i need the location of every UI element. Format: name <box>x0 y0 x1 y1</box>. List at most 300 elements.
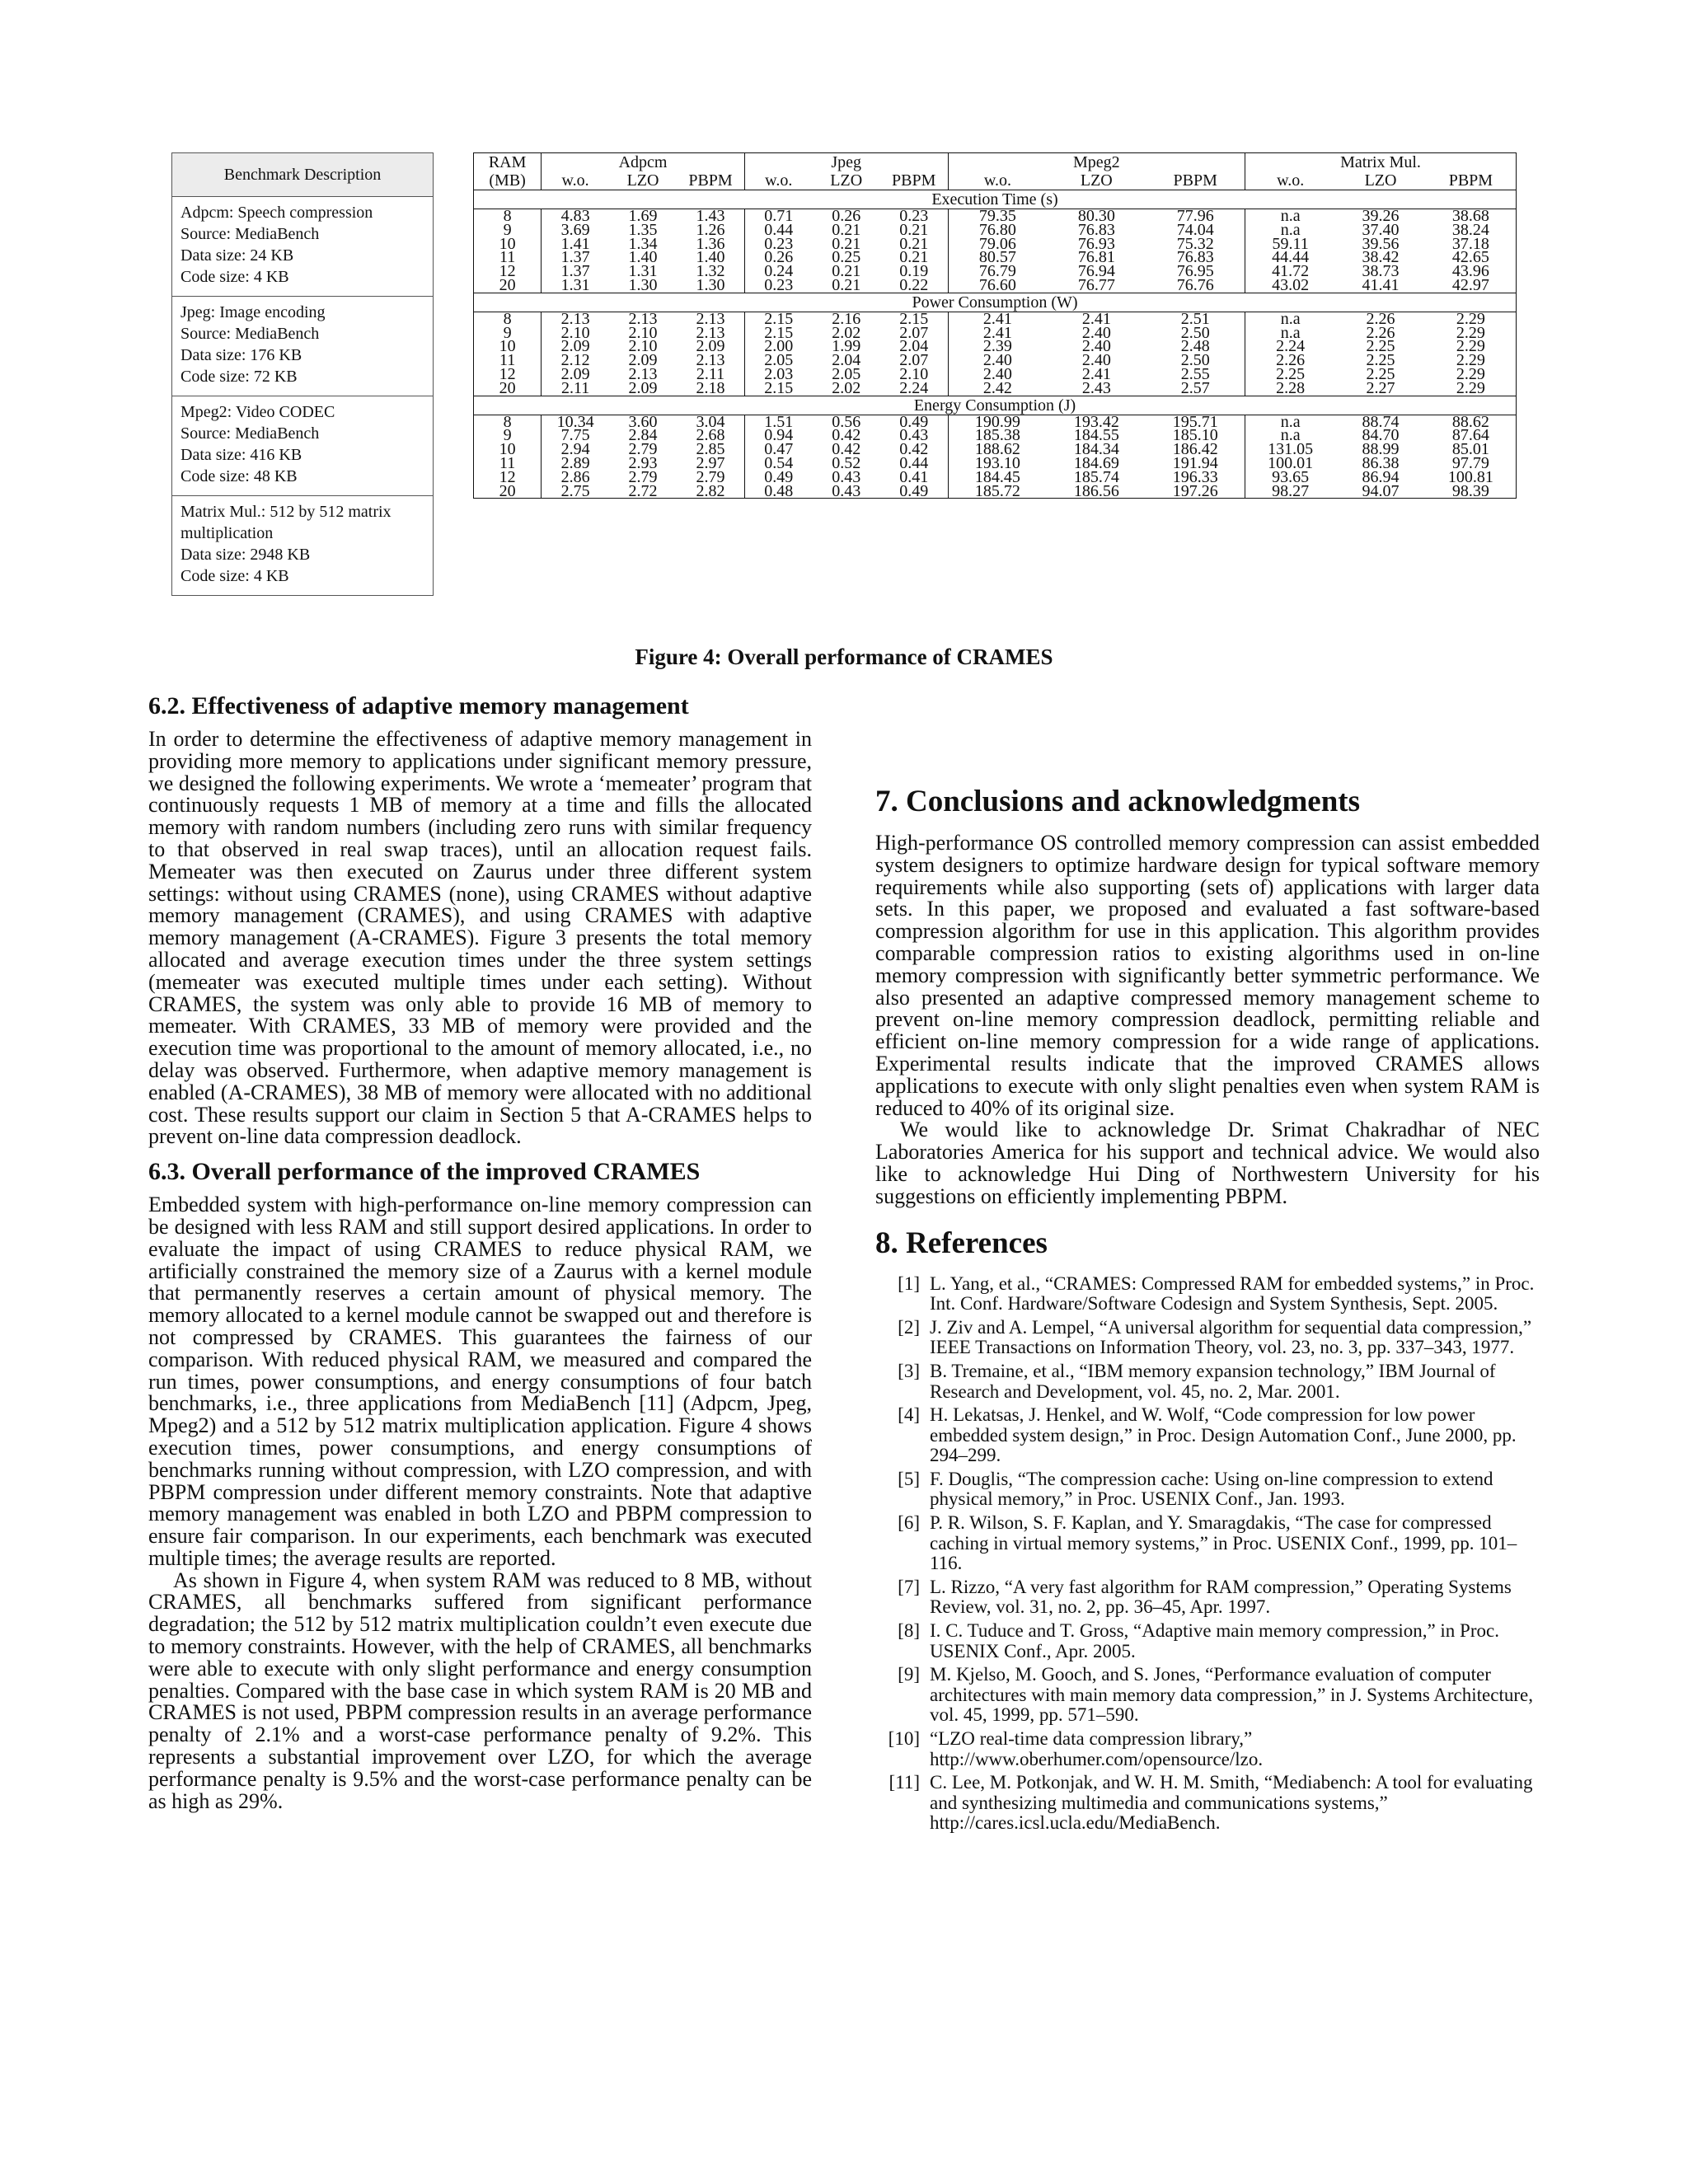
section-title: Execution Time (s) <box>474 190 1517 209</box>
ram-unit-header: (MB) <box>474 171 542 190</box>
benchmark-line: Data size: 24 KB <box>181 246 294 265</box>
ram-cell: 9 <box>474 429 542 443</box>
value-cell: 7.75 <box>560 426 590 445</box>
value-cell: 76.94 <box>1077 262 1115 281</box>
benchmark-line: Code size: 48 KB <box>181 467 298 485</box>
reference-number: [7] <box>898 1576 920 1597</box>
value-cell: 2.07 <box>880 354 948 368</box>
value-cell: 0.21 <box>880 237 948 251</box>
benchmark-matrix-mul <box>172 496 433 595</box>
value-cell: 86.38 <box>1362 453 1400 472</box>
value-cell: 1.30 <box>628 275 658 294</box>
section-title: Power Consumption (W) <box>474 293 1517 312</box>
table-row <box>474 279 1517 293</box>
ram-cell: 8 <box>474 415 542 429</box>
value-cell: 84.70 <box>1362 426 1400 445</box>
value-cell: 2.29 <box>1426 368 1517 382</box>
value-cell: 76.60 <box>978 275 1016 294</box>
subheader-lzo: LZO <box>830 171 863 190</box>
ram-cell: 11 <box>474 354 542 368</box>
value-cell: 0.21 <box>880 223 948 237</box>
value-cell: 2.97 <box>677 457 744 471</box>
value-cell: 0.22 <box>880 279 948 293</box>
value-cell: 0.23 <box>764 234 794 253</box>
benchmark-line: Data size: 416 KB <box>181 446 302 464</box>
reference-number: [4] <box>898 1404 920 1426</box>
value-cell: 2.04 <box>880 340 948 354</box>
value-cell: 2.09 <box>560 364 590 383</box>
value-cell: 1.34 <box>628 234 658 253</box>
value-cell: 2.09 <box>628 351 658 370</box>
value-cell: 184.34 <box>1073 440 1119 459</box>
subheader-wo: w.o. <box>765 171 793 190</box>
value-cell: 2.89 <box>560 453 590 472</box>
value-cell: 80.57 <box>978 248 1016 267</box>
value-cell: 2.00 <box>764 337 794 356</box>
value-cell: 88.99 <box>1362 440 1400 459</box>
value-cell: 0.42 <box>880 443 948 457</box>
value-cell: 0.23 <box>880 209 948 223</box>
value-cell: 2.26 <box>1366 323 1395 342</box>
reference-number: [6] <box>898 1512 920 1534</box>
value-cell: 2.41 <box>982 323 1012 342</box>
value-cell: n.a <box>1280 323 1301 342</box>
value-cell: 1.69 <box>628 207 658 225</box>
subheader-pbpm: PBPM <box>677 171 744 190</box>
value-cell: 1.31 <box>628 262 658 281</box>
value-cell: 2.29 <box>1426 382 1517 396</box>
reference-text: H. Lekatsas, J. Henkel, and W. Wolf, “Code compression for low power embedded system design,” in Proc. Design Automation Conf., June 2000, pp. 294–299. <box>930 1404 1517 1466</box>
subheader-lzo: LZO <box>626 171 659 190</box>
value-cell: 38.42 <box>1362 248 1400 267</box>
section-8-heading: 8. References <box>875 1226 1048 1260</box>
ram-cell: 20 <box>474 279 542 293</box>
reference-text: M. Kjelso, M. Gooch, and S. Jones, “Performance evaluation of computer architectures with main memory data compression,” in J. Systems Architecture, vol. 45, 1999, pp. 571–590. <box>930 1664 1533 1726</box>
section-6-3-paragraph-2: As shown in Figure 4, when system RAM was reduced to 8 MB, without CRAMES, all benchmarks suffered from significant performance degradation; the 512 by 512 matrix multiplication couldn’t even execute due to memory constraints. However, with the help of CRAMES, all benchmarks were able to execute with only slight performance and energy consumption penalties. Compared with the base case in which system RAM is 20 MB and CRAMES is not used, PBPM compression results in an average performance penalty of 2.1% and a worst-case performance penalty of 9.2%. This represents a substantial improvement over LZO, for which the average performance penalty is 9.5% and the worst-case performance penalty can be as high as 29%. <box>148 1568 812 1813</box>
reference-item <box>875 1773 1540 1834</box>
value-cell: 2.04 <box>832 351 861 370</box>
ram-cell: 12 <box>474 265 542 279</box>
value-cell: 190.99 <box>974 412 1020 431</box>
reference-item <box>875 1621 1540 1661</box>
value-cell: 100.81 <box>1426 471 1517 485</box>
figure-caption: Figure 4: Overall performance of CRAMES <box>635 644 1053 669</box>
reference-text: I. C. Tuduce and T. Gross, “Adaptive main memory compression,” in Proc. USENIX Conf., Apr. 2005. <box>930 1620 1499 1661</box>
value-cell: 41.41 <box>1362 275 1400 294</box>
value-cell: 93.65 <box>1272 467 1310 486</box>
reference-number: [8] <box>898 1620 920 1642</box>
value-cell: 0.54 <box>764 453 794 472</box>
section-7-paragraph-2: We would like to acknowledge Dr. Srimat Chakradhar of NEC Laboratories America for his support and technical advice. We would also like to acknowledge Hui Ding of Northwestern University for his suggestions on efficiently implementing PBPM. <box>875 1118 1540 1208</box>
value-cell: 0.21 <box>880 251 948 265</box>
value-cell: 0.49 <box>880 415 948 429</box>
value-cell: 1.30 <box>677 279 744 293</box>
ram-cell: 12 <box>474 368 542 382</box>
value-cell: 2.79 <box>677 471 744 485</box>
value-cell: 0.23 <box>764 275 794 294</box>
reference-text: “LZO real-time data compression library,” http://www.oberhumer.com/opensource/lzo. <box>930 1728 1264 1769</box>
value-cell: 0.49 <box>880 485 948 499</box>
value-cell: n.a <box>1280 412 1301 431</box>
reference-number: [5] <box>898 1468 920 1489</box>
value-cell: 0.24 <box>764 262 794 281</box>
value-cell: n.a <box>1280 207 1301 225</box>
value-cell: 2.12 <box>560 351 590 370</box>
value-cell: 76.79 <box>978 262 1016 281</box>
section-row-energy-consumption <box>474 396 1517 415</box>
left-column <box>148 692 812 1812</box>
value-cell: 38.68 <box>1426 209 1517 223</box>
value-cell: 75.32 <box>1146 237 1245 251</box>
value-cell: 100.01 <box>1268 453 1314 472</box>
ram-cell: 9 <box>474 223 542 237</box>
value-cell: 97.79 <box>1426 457 1517 471</box>
value-cell: 2.16 <box>832 309 861 328</box>
value-cell: 85.01 <box>1426 443 1517 457</box>
value-cell: 2.40 <box>982 351 1012 370</box>
value-cell: 0.41 <box>880 471 948 485</box>
value-cell: 131.05 <box>1268 440 1314 459</box>
value-cell: 2.25 <box>1366 337 1395 356</box>
subheader-pbpm: PBPM <box>1146 171 1245 190</box>
value-cell: 2.02 <box>832 378 861 397</box>
ram-cell: 9 <box>474 326 542 340</box>
value-cell: 2.50 <box>1146 326 1245 340</box>
value-cell: 2.29 <box>1426 326 1517 340</box>
reference-text: L. Yang, et al., “CRAMES: Compressed RAM for embedded systems,” in Proc. Int. Conf. Hardware/Software Codesign and System Synthesis, Sept. 2005. <box>930 1272 1535 1315</box>
value-cell: 43.96 <box>1426 265 1517 279</box>
value-cell: 2.18 <box>677 382 744 396</box>
value-cell: 2.15 <box>764 378 794 397</box>
value-cell: 2.11 <box>677 368 744 382</box>
value-cell: 0.49 <box>764 467 794 486</box>
ram-cell: 10 <box>474 443 542 457</box>
value-cell: 0.42 <box>832 426 861 445</box>
benchmark-description-box <box>171 152 434 596</box>
group-header-mpeg2: Mpeg2 <box>948 153 1245 172</box>
value-cell: 2.10 <box>560 323 590 342</box>
value-cell: 1.26 <box>677 223 744 237</box>
value-cell: 2.79 <box>628 440 658 459</box>
value-cell: 2.82 <box>677 485 744 499</box>
section-6-3-heading: 6.3. Overall performance of the improved CRAMES <box>148 1158 701 1186</box>
group-header-matrix-mul: Matrix Mul. <box>1245 153 1517 172</box>
benchmark-line: Jpeg: Image encoding <box>181 303 326 321</box>
reference-text: B. Tremaine, et al., “IBM memory expansion technology,” IBM Journal of Research and Development, vol. 45, no. 2, Mar. 2001. <box>930 1360 1496 1402</box>
section-row-power-consumption <box>474 293 1517 312</box>
value-cell: 2.25 <box>1366 364 1395 383</box>
benchmark-line: Mpeg2: Video CODEC <box>181 403 335 421</box>
value-cell: 1.37 <box>560 262 590 281</box>
value-cell: 2.02 <box>832 323 861 342</box>
value-cell: 2.40 <box>1081 323 1111 342</box>
value-cell: 37.40 <box>1362 220 1400 239</box>
value-cell: 38.24 <box>1426 223 1517 237</box>
value-cell: 2.84 <box>628 426 658 445</box>
value-cell: 86.94 <box>1362 467 1400 486</box>
value-cell: 0.47 <box>764 440 794 459</box>
value-cell: 2.09 <box>560 337 590 356</box>
reference-text: L. Rizzo, “A very fast algorithm for RAM compression,” Operating Systems Review, vol. 31, no. 2, pp. 36–45, Apr. 1997. <box>930 1576 1512 1618</box>
value-cell: 2.48 <box>1146 340 1245 354</box>
value-cell: 88.62 <box>1426 415 1517 429</box>
ram-cell: 8 <box>474 312 542 326</box>
reference-item <box>875 1274 1540 1315</box>
value-cell: 42.65 <box>1426 251 1517 265</box>
benchmark-description-header: Benchmark Description <box>172 153 433 197</box>
value-cell: 2.40 <box>1081 351 1111 370</box>
value-cell: n.a <box>1280 426 1301 445</box>
benchmark-line: multiplication <box>181 524 274 542</box>
value-cell: 1.32 <box>677 265 744 279</box>
reference-item <box>875 1361 1540 1402</box>
value-cell: 195.71 <box>1146 415 1245 429</box>
value-cell: 2.41 <box>1081 309 1111 328</box>
value-cell: 0.19 <box>880 265 948 279</box>
benchmark-line: Source: MediaBench <box>181 325 320 343</box>
reference-number: [9] <box>898 1664 920 1685</box>
value-cell: 186.42 <box>1146 443 1245 457</box>
value-cell: 87.64 <box>1426 429 1517 443</box>
section-6-2-heading: 6.2. Effectiveness of adaptive memory management <box>148 692 689 719</box>
value-cell: 2.13 <box>677 312 744 326</box>
value-cell: 2.42 <box>982 378 1012 397</box>
ram-cell: 12 <box>474 471 542 485</box>
value-cell: 185.38 <box>974 426 1020 445</box>
value-cell: 2.13 <box>628 309 658 328</box>
value-cell: 98.27 <box>1245 485 1336 499</box>
value-cell: 2.26 <box>1366 309 1395 328</box>
value-cell: 0.21 <box>832 262 861 281</box>
value-cell: 1.99 <box>832 337 861 356</box>
benchmark-jpeg <box>172 297 433 396</box>
ram-cell: 20 <box>474 382 542 396</box>
value-cell: 2.25 <box>1366 351 1395 370</box>
value-cell: 0.52 <box>832 453 861 472</box>
reference-number: [2] <box>898 1316 920 1338</box>
value-cell: 185.74 <box>1073 467 1119 486</box>
value-cell: 0.48 <box>744 485 812 499</box>
value-cell: 2.79 <box>628 467 658 486</box>
value-cell: 0.43 <box>813 485 880 499</box>
group-header-jpeg: Jpeg <box>744 153 948 172</box>
reference-item <box>875 1729 1540 1769</box>
value-cell: 2.85 <box>677 443 744 457</box>
value-cell: 0.25 <box>832 248 861 267</box>
value-cell: 1.51 <box>764 412 794 431</box>
ram-cell: 10 <box>474 237 542 251</box>
value-cell: 0.94 <box>764 426 794 445</box>
value-cell: 2.86 <box>560 467 590 486</box>
value-cell: 1.31 <box>560 275 590 294</box>
value-cell: 2.24 <box>1276 337 1306 356</box>
value-cell: 0.21 <box>832 220 861 239</box>
benchmark-line: Data size: 2948 KB <box>181 546 311 564</box>
value-cell: 2.15 <box>764 309 794 328</box>
value-cell: 0.56 <box>832 412 861 431</box>
value-cell: 2.55 <box>1146 368 1245 382</box>
value-cell: 94.07 <box>1335 485 1426 499</box>
value-cell: 2.29 <box>1426 354 1517 368</box>
value-cell: 59.11 <box>1272 234 1309 253</box>
section-7-paragraph-1: High-performance OS controlled memory compression can assist embedded system designers to optimize hardware design for typical software memory requirements while also supporting (sets of) applications with larger data sets. In this paper, we proposed and evaluated a fast software-based compression algorithm for use in this application. This algorithm provides comparable compression ratios to existing algorithms used in on-line memory compression with significantly better symmetric performance. We also presented an adaptive compressed memory management scheme to prevent on-line memory compression deadlock, permitting reliable and efficient on-line memory compression for a wide range of applications. Experimental results indicate that the improved CRAMES allows applications to execute with only slight penalties even when system RAM is reduced to 40% of its original size. <box>875 831 1540 1120</box>
benchmark-line: Code size: 4 KB <box>181 567 289 585</box>
value-cell: 185.72 <box>948 485 1047 499</box>
reference-number: [3] <box>898 1360 920 1381</box>
value-cell: 184.55 <box>1073 426 1119 445</box>
benchmark-line: Data size: 176 KB <box>181 346 302 364</box>
value-cell: 2.27 <box>1366 378 1395 397</box>
section-6-3-paragraph-1: Embedded system with high-performance on-line memory compression can be designed with less RAM and still support desired applications. In order to evaluate the impact of using CRAMES to reduce physical RAM, we artificially constrained the memory size of a Zaurus with a kernel module that permanently reserves a certain amount of physical memory. The memory allocated to a kernel module cannot be swapped out and therefore is not compressed by CRAMES. This guarantees the fairness of our comparison. With reduced physical RAM, we measured and compared the run times, power consumptions, and energy consumptions of four batch benchmarks, i.e., three applications from MediaBench [11] (Adpcm, Jpeg, Mpeg2) and a 512 by 512 matrix multiplication application. Figure 4 shows execution times, power consumptions, and energy consumptions of benchmarks running without compression, with LZO compression, and with PBPM compression under different memory constraints. Note that adaptive memory management was enabled in both LZO and PBPM compression to ensure fair comparison. In our experiments, each benchmark was executed multiple times; the average results are reported. <box>148 1193 812 1570</box>
value-cell: 0.44 <box>764 220 794 239</box>
benchmark-line: Source: MediaBench <box>181 424 320 443</box>
subheader-lzo: LZO <box>1364 171 1397 190</box>
value-cell: 2.93 <box>628 453 658 472</box>
value-cell: 76.81 <box>1077 248 1115 267</box>
value-cell: 2.40 <box>1081 337 1111 356</box>
value-cell: 184.69 <box>1073 453 1119 472</box>
value-cell: 44.44 <box>1272 248 1310 267</box>
performance-table <box>473 152 1517 499</box>
value-cell: 88.74 <box>1362 412 1400 431</box>
value-cell: 193.10 <box>974 453 1020 472</box>
value-cell: 2.43 <box>1081 378 1111 397</box>
value-cell: 38.73 <box>1362 262 1400 281</box>
value-cell: 1.43 <box>677 209 744 223</box>
value-cell: 98.39 <box>1426 485 1517 499</box>
value-cell: 2.24 <box>880 382 948 396</box>
value-cell: 76.83 <box>1077 220 1115 239</box>
benchmark-line: Matrix Mul.: 512 by 512 matrix <box>181 503 392 521</box>
reference-item <box>875 1318 1540 1358</box>
group-header-adpcm: Adpcm <box>542 153 745 172</box>
value-cell: 2.94 <box>560 440 590 459</box>
benchmark-mpeg2 <box>172 396 433 496</box>
value-cell: 0.21 <box>832 234 861 253</box>
value-cell: 39.56 <box>1362 234 1400 253</box>
value-cell: 2.09 <box>628 378 658 397</box>
value-cell: 76.77 <box>1077 275 1115 294</box>
value-cell: 2.40 <box>982 364 1012 383</box>
value-cell: 0.42 <box>832 440 861 459</box>
reference-item <box>875 1665 1540 1726</box>
ram-cell: 20 <box>474 485 542 499</box>
value-cell: 3.04 <box>677 415 744 429</box>
references-list <box>875 1274 1540 1834</box>
value-cell: 2.25 <box>1276 364 1306 383</box>
ram-header: RAM <box>474 153 542 172</box>
value-cell: 43.02 <box>1272 275 1310 294</box>
value-cell: 2.28 <box>1276 378 1306 397</box>
value-cell: 0.26 <box>764 248 794 267</box>
value-cell: 79.35 <box>978 207 1016 225</box>
value-cell: 1.35 <box>628 220 658 239</box>
value-cell: 79.06 <box>978 234 1016 253</box>
value-cell: 76.80 <box>978 220 1016 239</box>
reference-item <box>875 1577 1540 1618</box>
value-cell: 2.13 <box>560 309 590 328</box>
value-cell: 3.60 <box>628 412 658 431</box>
value-cell: 2.15 <box>880 312 948 326</box>
table-row <box>474 382 1517 396</box>
table-row <box>474 485 1517 499</box>
value-cell: 0.21 <box>832 275 861 294</box>
ram-cell: 11 <box>474 251 542 265</box>
reference-text: P. R. Wilson, S. F. Kaplan, and Y. Smaragdakis, “The case for compressed caching in virtual memory systems,” in Proc. USENIX Conf., 1999, pp. 101–116. <box>930 1512 1517 1574</box>
value-cell: 2.03 <box>764 364 794 383</box>
value-cell: 0.43 <box>832 467 861 486</box>
value-cell: 2.75 <box>542 485 609 499</box>
subheader-wo: w.o. <box>983 171 1011 190</box>
reference-item <box>875 1469 1540 1510</box>
benchmark-adpcm <box>172 197 433 297</box>
subheader-pbpm: PBPM <box>1426 171 1517 190</box>
section-6-2-paragraph: In order to determine the effectiveness of adaptive memory management in providing more memory to applications under significant memory pressure, we designed the following experiments. We wrote a ‘memeater’ program that continuously requests 1 MB of memory at a time and fills the allocated memory with random numbers (including zero runs with similar frequency to that observed in real swap traces), until an allocation request fails. Memeater was then executed on Zaurus under three different system settings: without using CRAMES (none), using CRAMES without adaptive memory management (CRAMES), and using CRAMES with adaptive memory management (A-CRAMES). Figure 3 presents the total memory allocated and average execution times under the three system settings (memeater was executed multiple times under each setting). Without CRAMES, the system was only able to provide 16 MB of memory to memeater. With CRAMES, 33 MB of memory were provided and the execution time was proportional to the amount of memory allocated, i.e., no delay was observed. Furthermore, when adaptive memory management is enabled (A-CRAMES), 38 MB of memory were allocated with no additional cost. These results support our claim in Section 5 that A-CRAMES helps to prevent on-line data compression deadlock. <box>148 727 812 1149</box>
value-cell: 2.09 <box>677 340 744 354</box>
value-cell: 77.96 <box>1146 209 1245 223</box>
reference-text: J. Ziv and A. Lempel, “A universal algorithm for sequential data compression,” IEEE Transactions on Information Theory, vol. 23, no. 3, pp. 337–343, 1977. <box>930 1316 1532 1358</box>
value-cell: 2.41 <box>1081 364 1111 383</box>
value-cell: 1.40 <box>628 248 658 267</box>
benchmark-line: Code size: 72 KB <box>181 368 298 386</box>
benchmark-line: Adpcm: Speech compression <box>181 204 373 222</box>
value-cell: 2.07 <box>880 326 948 340</box>
value-cell: 2.13 <box>628 364 658 383</box>
subheader-lzo: LZO <box>1080 171 1113 190</box>
value-cell: 0.44 <box>880 457 948 471</box>
value-cell: 2.41 <box>982 309 1012 328</box>
subheader-wo: w.o. <box>561 171 589 190</box>
right-column <box>875 692 1540 1837</box>
benchmark-line: Code size: 4 KB <box>181 268 289 286</box>
value-cell: 197.26 <box>1146 485 1245 499</box>
value-cell: 2.13 <box>677 354 744 368</box>
section-title: Energy Consumption (J) <box>474 396 1517 415</box>
value-cell: 74.04 <box>1146 223 1245 237</box>
value-cell: 42.97 <box>1426 279 1517 293</box>
value-cell: n.a <box>1280 220 1301 239</box>
subheader-wo: w.o. <box>1277 171 1305 190</box>
reference-number: [1] <box>898 1272 920 1294</box>
value-cell: 2.10 <box>628 323 658 342</box>
ram-cell: 11 <box>474 457 542 471</box>
value-cell: 1.36 <box>677 237 744 251</box>
reference-item <box>875 1405 1540 1466</box>
value-cell: 2.11 <box>560 378 590 397</box>
value-cell: 1.41 <box>560 234 590 253</box>
value-cell: 76.95 <box>1146 265 1245 279</box>
reference-text: C. Lee, M. Potkonjak, and W. H. M. Smith, “Mediabench: A tool for evaluating and synthesizing multimedia and communications systems,” http://cares.icsl.ucla.edu/MediaBench. <box>930 1772 1533 1834</box>
value-cell: 2.26 <box>1276 351 1306 370</box>
value-cell: 2.05 <box>832 364 861 383</box>
value-cell: 2.10 <box>880 368 948 382</box>
continued-paragraph-spacer <box>875 692 1540 785</box>
value-cell: 37.18 <box>1426 237 1517 251</box>
value-cell: 1.40 <box>677 251 744 265</box>
value-cell: 76.83 <box>1146 251 1245 265</box>
value-cell: 2.72 <box>609 485 677 499</box>
reference-text: F. Douglis, “The compression cache: Using on-line compression to extend physical memory,” in Proc. USENIX Conf., Jan. 1993. <box>930 1468 1493 1510</box>
value-cell: 2.50 <box>1146 354 1245 368</box>
reference-number: [10] <box>888 1728 920 1750</box>
value-cell: 2.29 <box>1426 340 1517 354</box>
value-cell: 0.43 <box>880 429 948 443</box>
value-cell: 185.10 <box>1146 429 1245 443</box>
value-cell: 2.15 <box>764 323 794 342</box>
reference-item <box>875 1513 1540 1574</box>
value-cell: n.a <box>1280 309 1301 328</box>
ram-cell: 10 <box>474 340 542 354</box>
